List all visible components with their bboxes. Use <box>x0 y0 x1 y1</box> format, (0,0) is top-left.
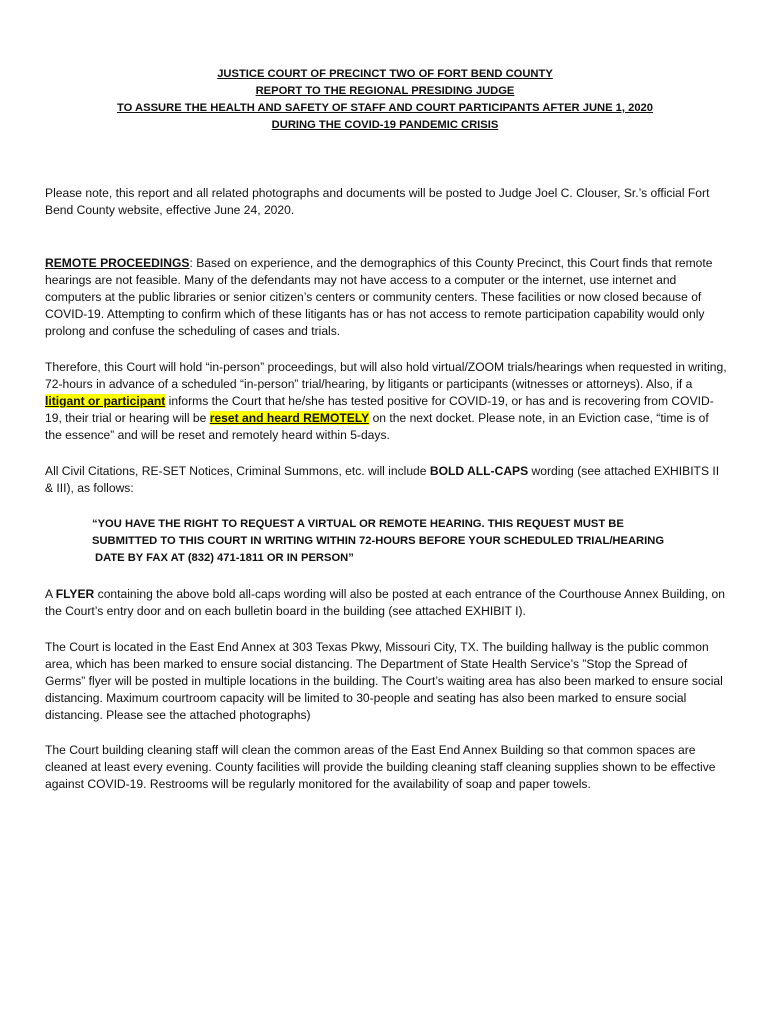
remote-reset-highlight: reset and heard REMOTELY <box>209 411 370 426</box>
posting-notice-paragraph: Please note, this report and all related photographs and documents will be posted to Judge Joel C. Clouser, Sr.’s official Fort Bend County website, effective June 24, 2020. <box>45 186 710 218</box>
title-line-2: REPORT TO THE REGIONAL PRESIDING JUDGE <box>255 85 515 97</box>
in-person-text-2: informs the Court that he/she has tested positive for COVID-19, or has and is recovering from COVID-19, their trial or hearing will be <box>45 394 714 426</box>
report-title <box>40 66 730 134</box>
citations-text-1: All Civil Citations, RE-SET Notices, Criminal Summons, etc. will include <box>45 464 430 478</box>
in-person-text-3: on the next docket. Please note, in an Eviction case, “time is of the essence” and will be reset and remotely heard within 5-days. <box>45 411 709 443</box>
remote-proceedings-heading: REMOTE PROCEEDINGS <box>45 256 190 270</box>
court-location-paragraph: The Court is located in the East End Annex at 303 Texas Pkwy, Missouri City, TX. The building hallway is the public common area, which has been marked to ensure social distancing. The Department of State Health Service’s ”Stop the Spread of Germs” flyer will be posted in multiple locations in the building. The Court’s waiting area has also been marked to ensure social distancing. Maximum courtroom capacity will be limited to 30-people and seating has also been marked to ensure social distancing. Please see the attached photographs) <box>45 640 723 723</box>
required-wording-quote <box>92 516 702 567</box>
in-person-proceedings-paragraph <box>45 359 727 444</box>
flyer-bold-label: FLYER <box>55 587 95 601</box>
title-line-1: JUSTICE COURT OF PRECINCT TWO OF FORT BEND COUNTY <box>217 68 553 80</box>
quote-line-3: DATE BY FAX AT (832) 471-1811 OR IN PERSON” <box>95 552 354 564</box>
flyer-paragraph <box>45 586 727 620</box>
citations-paragraph <box>45 463 727 497</box>
in-person-text-1: Therefore, this Court will hold “in-person” proceedings, but will also hold virtual/ZOOM trials/hearings when requested in writing, 72-hours in advance of a scheduled “in-person” trial/hearing, by litigants or participants (witnesses or attorneys). Also, if a <box>45 360 727 392</box>
bold-all-caps-label: BOLD ALL-CAPS <box>429 464 529 478</box>
title-line-3: TO ASSURE THE HEALTH AND SAFETY OF STAFF AND COURT PARTICIPANTS AFTER JUNE 1, 2020 <box>117 102 653 114</box>
remote-proceedings-paragraph <box>45 255 727 340</box>
title-line-4: DURING THE COVID-19 PANDEMIC CRISIS <box>271 119 499 131</box>
quote-line-2: SUBMITTED TO THIS COURT IN WRITING WITHIN 72-HOURS BEFORE YOUR SCHEDULED TRIAL/HEARING <box>92 535 665 547</box>
flyer-text-2: containing the above bold all-caps wording will also be posted at each entrance of the Courthouse Annex Building, on the Court’s entry door and on each bulletin board in the building (see attached EXHIBIT I). <box>45 587 725 619</box>
litigant-highlight: litigant or participant <box>45 394 166 409</box>
quote-line-1: “YOU HAVE THE RIGHT TO REQUEST A VIRTUAL OR REMOTE HEARING. THIS REQUEST MUST BE <box>92 518 624 530</box>
citations-text-2: wording (see attached EXHIBITS II & III), as follows: <box>45 464 720 496</box>
remote-proceedings-body: : Based on experience, and the demographics of this County Precinct, this Court finds that remote hearings are not feasible. Many of the defendants may not have access to a computer or the internet, use internet and computers at the public libraries or senior citizen’s centers or community centers. These facilities or now closed because of COVID-19. Attempting to confirm which of these litigants has or has not access to remote participation capability would only prolong and confuse the scheduling of cases and trials. <box>45 256 713 339</box>
flyer-text-1: A <box>45 587 56 601</box>
cleaning-paragraph: The Court building cleaning staff will clean the common areas of the East End Annex Building so that common spaces are cleaned at least every evening. County facilities will provide the building cleaning staff cleaning supplies shown to be effective against COVID-19. Restrooms will be regularly monitored for the availability of soap and paper towels. <box>45 743 716 792</box>
